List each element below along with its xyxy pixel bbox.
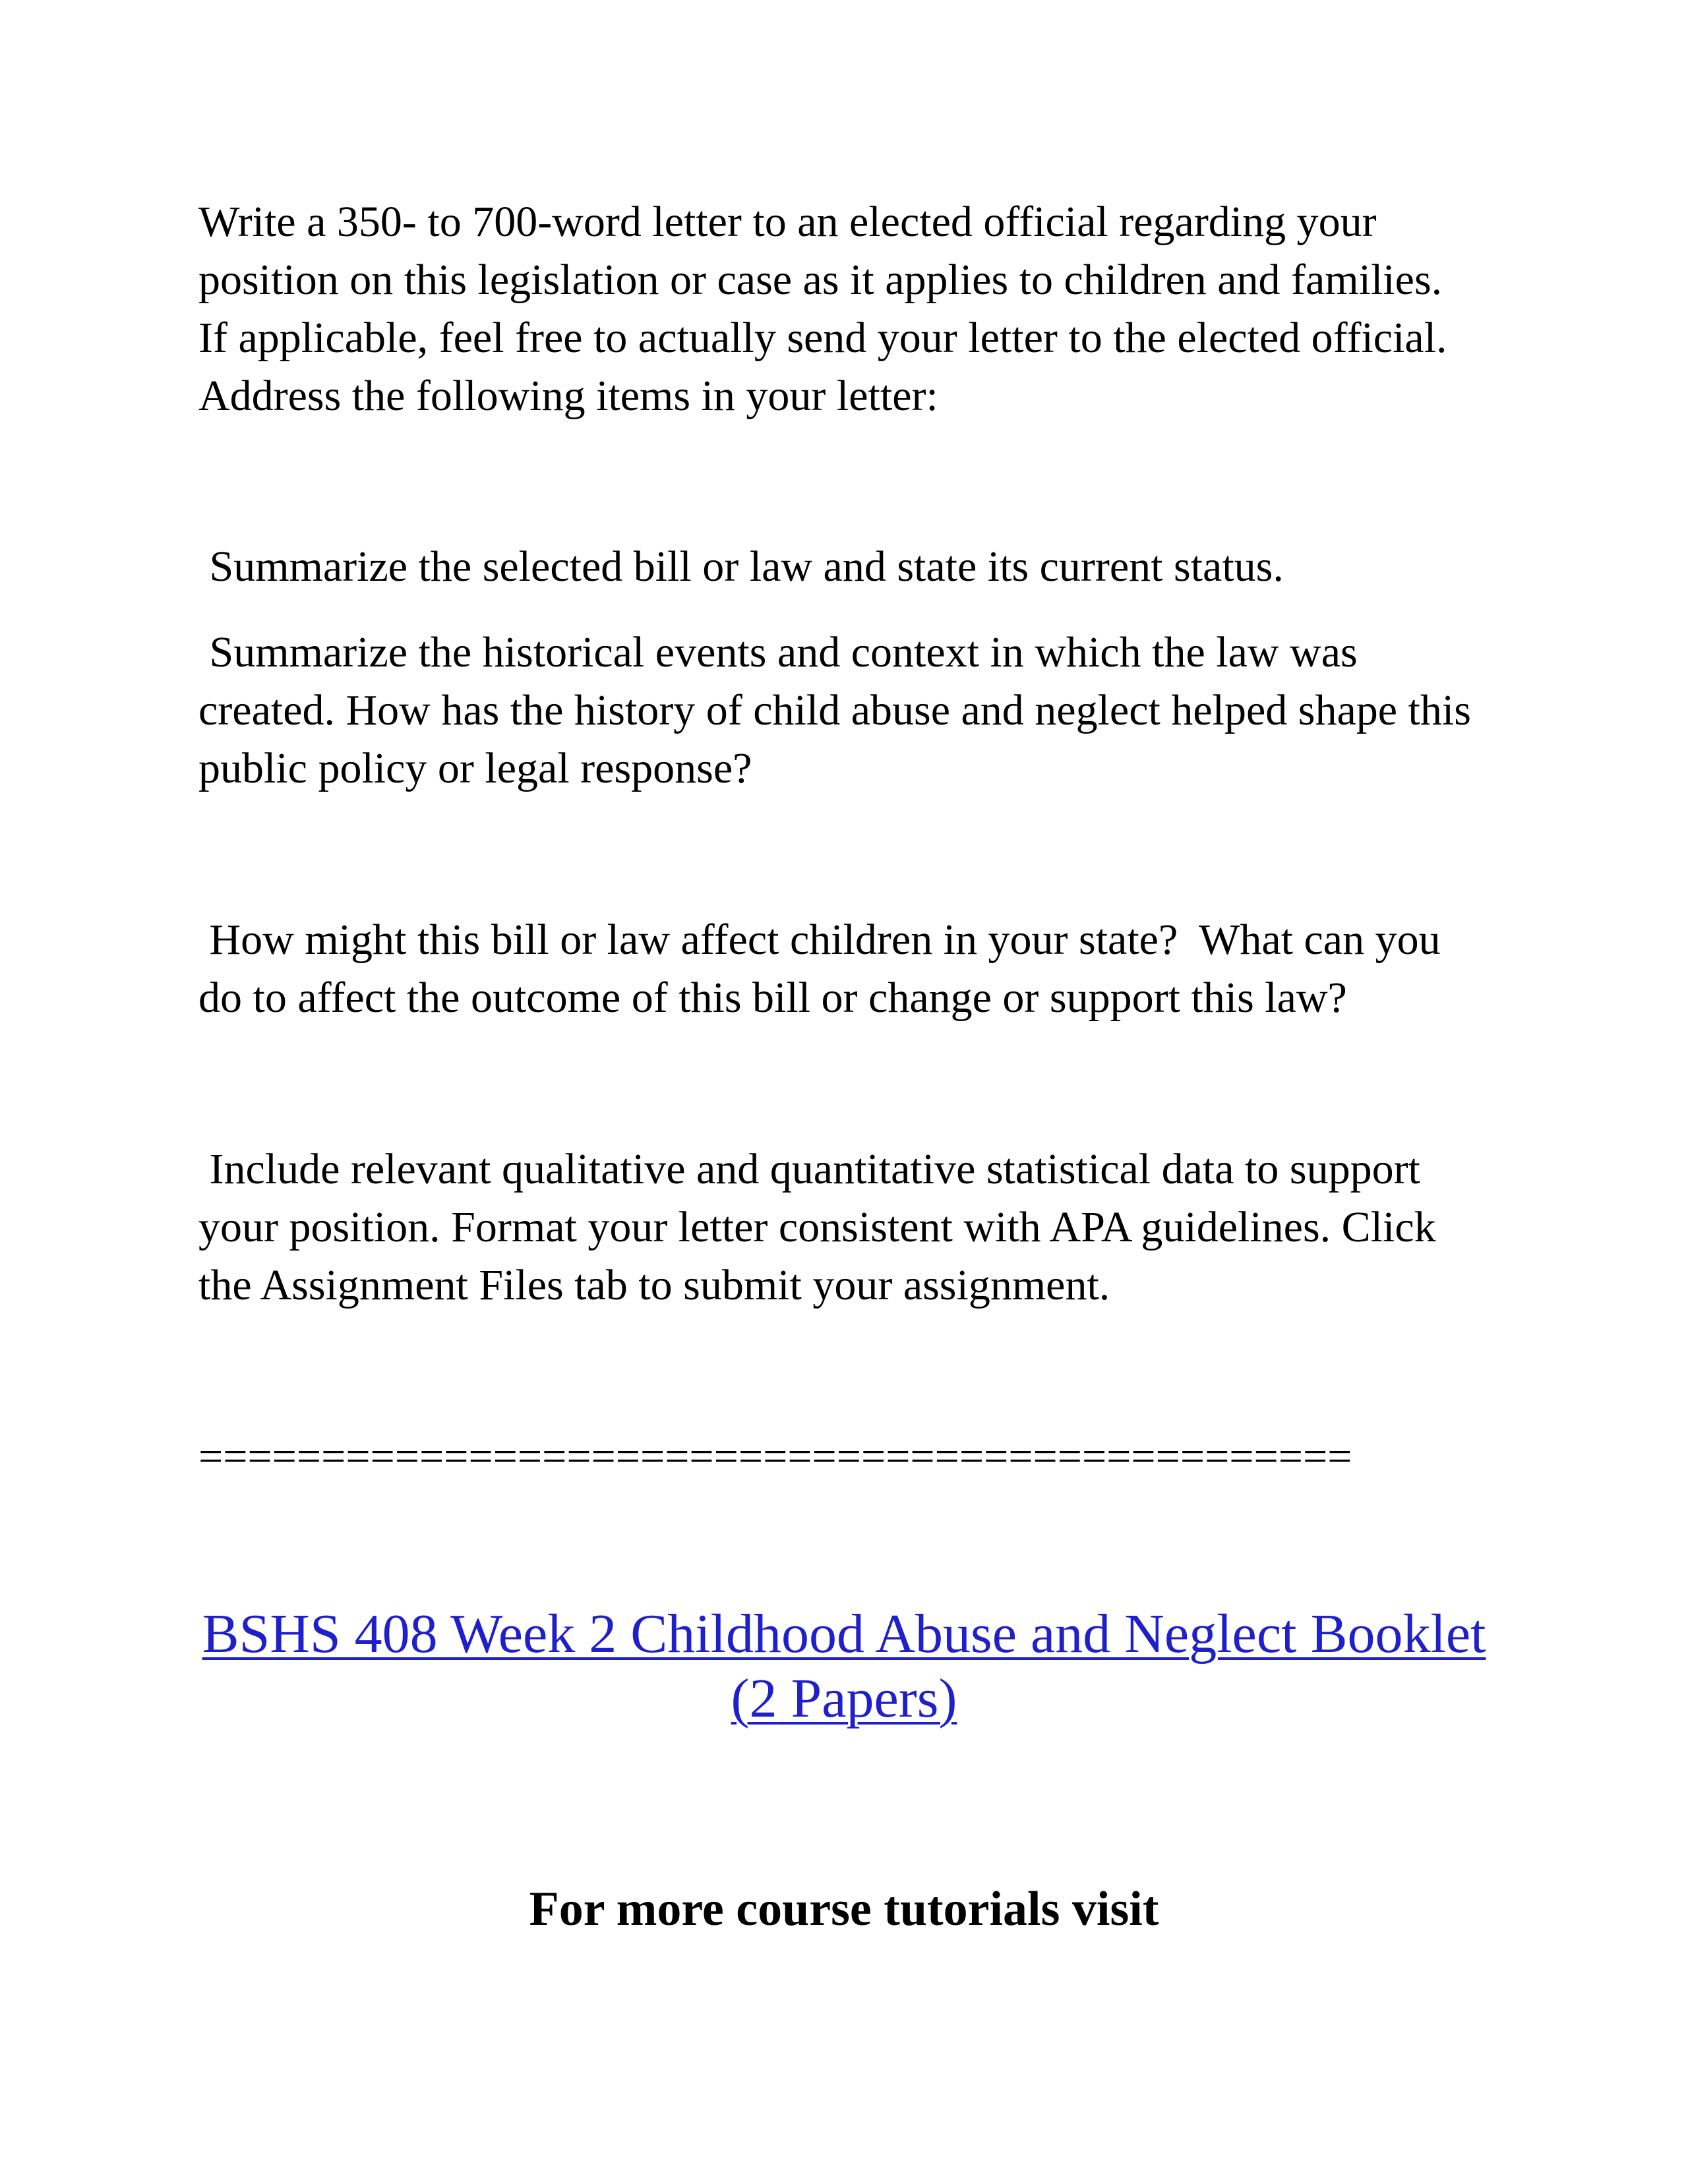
item-line: your position. Format your letter consistent with APA guidelines. Click [198,1203,1436,1251]
item-line: do to affect the outcome of this bill or change or support this law? [198,974,1347,1022]
course-title-link[interactable] [185,1602,1503,1731]
item-affect-children [198,911,1517,1027]
item-statistical-data [198,1140,1517,1314]
item-line: the Assignment Files tab to submit your assignment. [198,1261,1110,1309]
item-summarize-bill [198,538,1517,596]
item-historical-context [198,624,1517,798]
intro-line: position on this legislation or case as it applies to children and families. [198,256,1443,304]
intro-line: Address the following items in your letter: [198,372,938,420]
item-line: Include relevant qualitative and quantitative statistical data to support [198,1145,1420,1193]
intro-line: If applicable, feel free to actually send your letter to the elected official. [198,314,1447,362]
separator-line: =============================================== [198,1432,1352,1481]
item-line: created. How has the history of child abuse and neglect helped shape this [198,686,1471,734]
item-line: public policy or legal response? [198,744,752,792]
footer-heading: For more course tutorials visit [529,1882,1159,1936]
link-line[interactable]: (2 Papers) [731,1668,957,1729]
item-line: Summarize the historical events and context in which the law was [198,628,1358,676]
intro-line: Write a 350- to 700-word letter to an elected official regarding your [198,198,1377,246]
item-line: Summarize the selected bill or law and state its current status. [198,543,1284,591]
item-line: How might this bill or law affect children in your state? What can you [198,916,1441,964]
link-line[interactable]: BSHS 408 Week 2 Childhood Abuse and Neglect Booklet [202,1603,1486,1665]
intro-paragraph [198,193,1517,425]
